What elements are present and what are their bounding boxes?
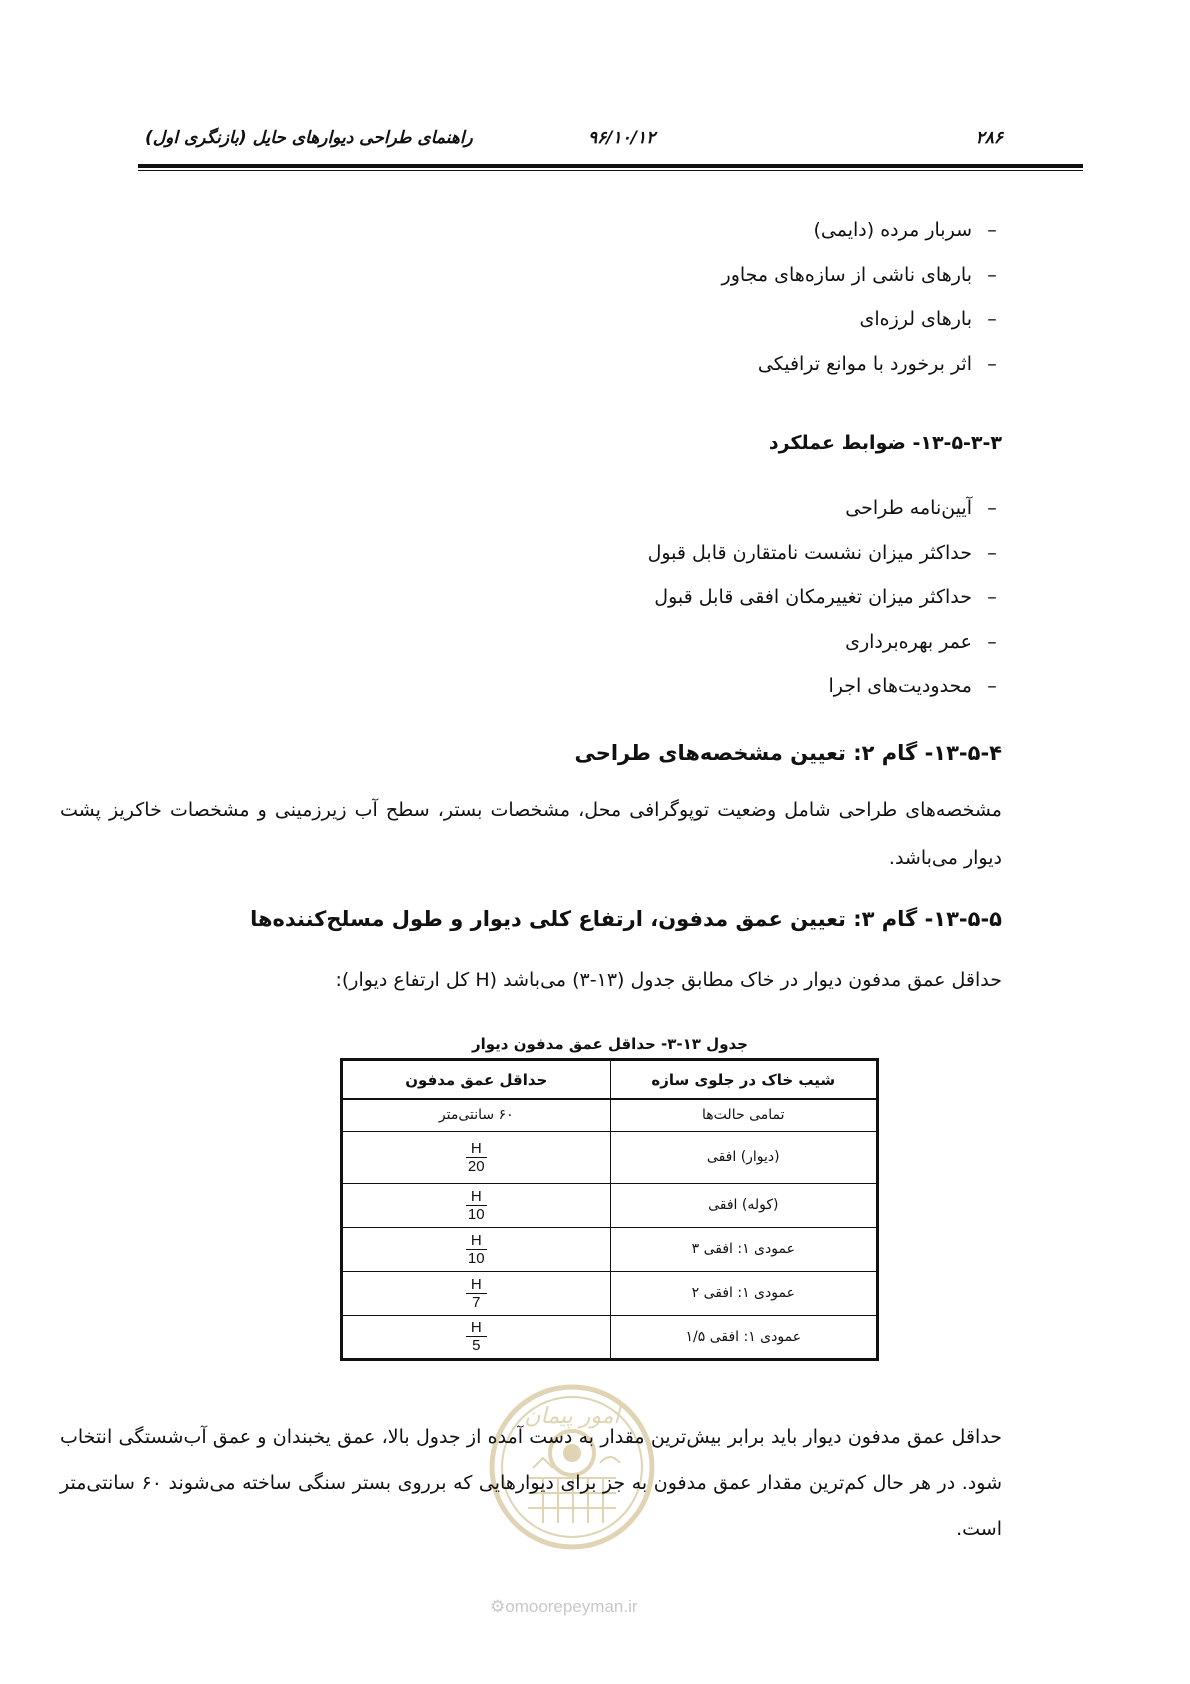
dash-bullet: – bbox=[987, 630, 997, 653]
table-row bbox=[342, 1315, 878, 1359]
table-row bbox=[342, 1271, 878, 1315]
depth-cell bbox=[342, 1315, 611, 1359]
header-rule-thin bbox=[138, 170, 1083, 171]
depth-fraction: $\frac{H}{7}$ bbox=[466, 1276, 487, 1311]
list-item: –حداکثر میزان نشست نامتقارن قابل قبول bbox=[648, 531, 1002, 576]
table-row bbox=[342, 1227, 878, 1271]
list-item: –اثر برخورد با موانع ترافیکی bbox=[722, 342, 1002, 387]
slope-cell: عمودی ۱: افقی ۳ bbox=[610, 1227, 877, 1271]
table-row bbox=[342, 1099, 878, 1131]
dash-bullet: – bbox=[987, 263, 997, 286]
slope-cell: (کوله) افقی bbox=[610, 1183, 877, 1227]
depth-fraction: $\frac{H}{5}$ bbox=[466, 1319, 487, 1354]
list-item: –آیین‌نامه طراحی bbox=[648, 486, 1002, 531]
section-heading-step3: ۱۳-۵-۵- گام ۳: تعیین عمق مدفون، ارتفاع کلی دیوار و طول مسلح‌کننده‌ها bbox=[250, 907, 1002, 931]
section-heading-performance: ۱۳-۵-۳-۳- ضوابط عملکرد bbox=[768, 432, 1002, 454]
header-date: ۹۶/۱۰/۱۲ bbox=[588, 128, 656, 148]
column-header-slope: شیب خاک در جلوی سازه bbox=[610, 1060, 877, 1100]
step3-intro: حداقل عمق مدفون دیوار در خاک مطابق جدول (۱۳-۳) می‌باشد (H کل ارتفاع دیوار): bbox=[335, 969, 1002, 991]
table-caption: جدول ۱۳-۳- حداقل عمق مدفون دیوار bbox=[471, 1035, 748, 1053]
dash-bullet: – bbox=[987, 352, 997, 375]
depth-cell bbox=[342, 1183, 611, 1227]
depth-cell bbox=[342, 1131, 611, 1183]
list-item: –بارهای ناشی از سازه‌های مجاور bbox=[722, 253, 1002, 298]
page-number: ۲۸۶ bbox=[975, 128, 1003, 148]
slope-cell: تمامی حالت‌ها bbox=[610, 1099, 877, 1131]
column-header-depth: حداقل عمق مدفون bbox=[342, 1060, 611, 1100]
header-rule-thick bbox=[138, 164, 1083, 168]
depth-fraction: $\frac{H}{10}$ bbox=[466, 1188, 487, 1223]
dash-bullet: – bbox=[987, 675, 997, 697]
svg-text:امور پیمان: امور پیمان bbox=[524, 1404, 620, 1429]
depth-cell bbox=[342, 1227, 611, 1271]
closing-paragraph: حداقل عمق مدفون دیوار باید برابر بیش‌ترین مقدار به دست آمده از جدول بالا، عمق یخبندان و عمق آب‌شستگی انتخاب شود. در هر حال کم‌ترین مقدار عمق مدفون به جز برای دیوارهایی که برروی بستر سنگی ساخته می‌شوند ۶۰ سانتی‌متر است. bbox=[60, 1426, 1002, 1540]
section-heading-step2: ۱۳-۵-۴- گام ۲: تعیین مشخصه‌های طراحی bbox=[574, 741, 1002, 765]
burial-depth-table bbox=[340, 1058, 879, 1361]
slope-cell: (دیوار) افقی bbox=[610, 1131, 877, 1183]
dash-bullet: – bbox=[987, 219, 997, 241]
depth-cell: ۶۰ سانتی‌متر bbox=[342, 1099, 611, 1131]
table-header-row bbox=[342, 1060, 878, 1100]
gear-icon: ⚙ bbox=[490, 1597, 506, 1616]
dash-bullet: – bbox=[987, 586, 997, 608]
performance-list bbox=[648, 486, 1002, 709]
loads-list bbox=[722, 208, 1002, 386]
dash-bullet: – bbox=[987, 308, 997, 330]
list-item: –سربار مرده (دایمی) bbox=[722, 208, 1002, 253]
slope-cell: عمودی ۱: افقی ۲ bbox=[610, 1271, 877, 1315]
book-title: راهنمای طراحی دیوارهای حایل (بازنگری اول) bbox=[145, 128, 473, 148]
table-row bbox=[342, 1131, 878, 1183]
depth-cell bbox=[342, 1271, 611, 1315]
watermark-site: ⚙omoorepeyman.ir bbox=[490, 1597, 638, 1616]
dash-bullet: – bbox=[987, 497, 997, 519]
table-row bbox=[342, 1183, 878, 1227]
slope-cell: عمودی ۱: افقی ۱/۵ bbox=[610, 1315, 877, 1359]
list-item: –عمر بهره‌برداری bbox=[648, 620, 1002, 665]
depth-fraction: $\frac{H}{20}$ bbox=[466, 1140, 487, 1175]
dash-bullet: – bbox=[987, 541, 997, 564]
list-item: –بارهای لرزه‌ای bbox=[722, 297, 1002, 342]
list-item: –حداکثر میزان تغییرمکان افقی قابل قبول bbox=[648, 575, 1002, 620]
step2-paragraph: مشخصه‌های طراحی شامل وضعیت توپوگرافی محل، مشخصات بستر، سطح آب زیرزمینی و مشخصات خاکریز پشت دیوار می‌باشد. bbox=[60, 799, 1002, 869]
depth-fraction: $\frac{H}{10}$ bbox=[466, 1232, 487, 1267]
list-item: –محدودیت‌های اجرا bbox=[648, 664, 1002, 709]
